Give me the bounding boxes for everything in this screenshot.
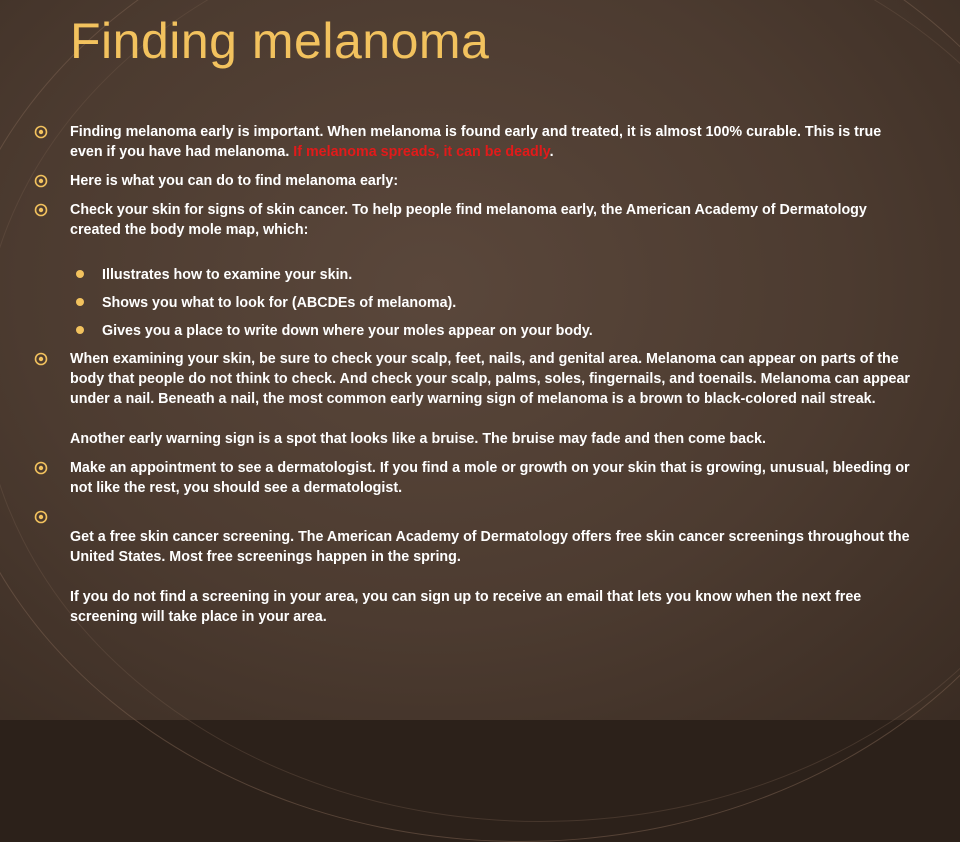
bullet-item — [34, 507, 914, 627]
bullet-text: Finding melanoma early is important. When melanoma is found early and treated, it is almost 100% curable. This is true even if you have had melanoma. — [70, 124, 882, 160]
dot-bullet-icon — [76, 298, 84, 306]
bullet-text: Make an appointment to see a dermatologist. If you find a mole or growth on your skin that is growing, unusual, bleeding or not like the rest, you should see a dermatologist. — [70, 460, 910, 496]
warning-text: If melanoma spreads, it can be deadly — [293, 144, 550, 160]
bullet-text: Get a free skin cancer screening. The American Academy of Dermatology offers free skin cancer screenings throughout the United States. Most free screenings happen in the spring. — [70, 529, 910, 565]
bullet-text: When examining your skin, be sure to check your scalp, feet, nails, and genital area. Melanoma can appear on parts of the body that people do not think to check. And check your scalp, palms, soles, fingernails, and toenails. Melanoma can appear under a nail. Beneath a nail, the most common early warning sign of melanoma is a brown to black-colored nail streak. — [70, 351, 910, 407]
sub-bullet-text: Gives you a place to write down where your moles appear on your body. — [102, 323, 593, 339]
sub-bullet-text: Illustrates how to examine your skin. — [102, 267, 353, 283]
bullet-text: Here is what you can do to find melanoma early: — [70, 173, 399, 189]
dot-bullet-icon — [76, 270, 84, 278]
dot-bullet-icon — [76, 326, 84, 334]
bullet-item — [34, 122, 914, 162]
sub-bullet-item — [34, 265, 914, 285]
target-bullet-icon — [34, 461, 48, 475]
target-bullet-icon — [34, 174, 48, 188]
bullet-text-end: . — [549, 144, 554, 160]
sub-bullet-item — [34, 321, 914, 341]
bullet-text: Another early warning sign is a spot that looks like a bruise. The bruise may fade and then come back. — [70, 431, 766, 447]
target-bullet-icon — [34, 203, 48, 217]
target-bullet-icon — [34, 125, 48, 139]
target-bullet-icon — [34, 352, 48, 366]
target-bullet-icon — [34, 510, 48, 524]
slide-title: Finding melanoma — [70, 13, 490, 69]
sub-bullet-text: Shows you what to look for (ABCDEs of melanoma). — [102, 295, 457, 311]
bullet-item — [34, 200, 914, 240]
sub-bullet-item — [34, 293, 914, 313]
bullet-item — [34, 349, 914, 449]
bullet-text: Check your skin for signs of skin cancer. To help people find melanoma early, the American Academy of Dermatology created the body mole map, which: — [70, 202, 867, 238]
bullet-item — [34, 171, 914, 191]
slide-body — [34, 122, 914, 636]
bullet-text: If you do not find a screening in your area, you can sign up to receive an email that lets you know when the next free screening will take place in your area. — [70, 589, 862, 625]
bullet-item — [34, 458, 914, 498]
